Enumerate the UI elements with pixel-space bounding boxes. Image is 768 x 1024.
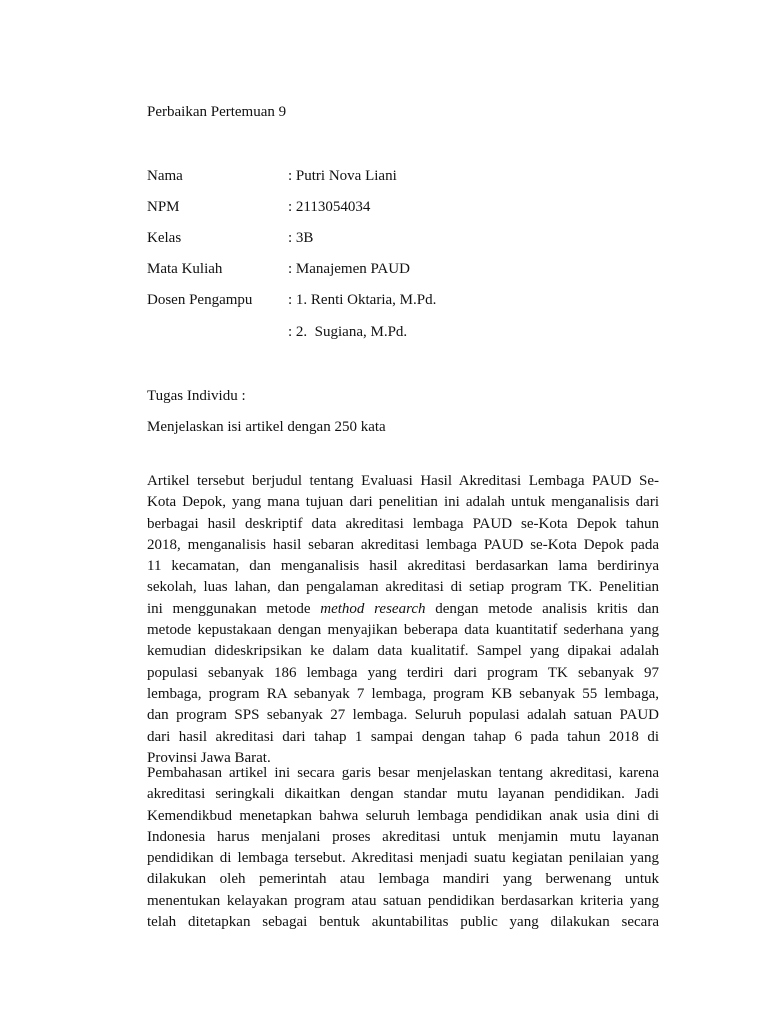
paragraph-line: akreditasi seringkali dikaitkan dengan standar mutu layanan pendidikan. Jadi <box>147 786 659 803</box>
paragraph-line <box>147 599 659 620</box>
paragraph-text: dengan metode analisis kritis dan <box>435 600 660 617</box>
identity-value: : 3B <box>288 230 314 246</box>
paragraph-line: Indonesia harus menjalani proses akreditasi untuk menjamin mutu layanan <box>147 828 659 845</box>
task-instruction: Menjelaskan isi artikel dengan 250 kata <box>147 419 386 435</box>
identity-label: Kelas <box>147 230 182 246</box>
paragraph-1 <box>147 471 659 769</box>
paragraph-line: telah ditetapkan sebagai bentuk akuntabilitas public yang dilakukan secara <box>147 914 659 931</box>
identity-row-dosen-2 <box>147 322 659 342</box>
paragraph-line: pendidikan di lembaga tersebut. Akreditasi menjadi suatu kegiatan penilaian yang <box>147 850 659 867</box>
paragraph-line: berbagai hasil deskriptif data akreditasi lembaga PAUD se-Kota Depok tahun <box>147 515 659 532</box>
italic-term: method research <box>320 600 426 617</box>
identity-row-nama <box>147 166 659 186</box>
identity-value: : Putri Nova Liani <box>288 168 397 184</box>
identity-label: Mata Kuliah <box>147 261 223 277</box>
paragraph-2 <box>147 763 659 933</box>
task-title: Tugas Individu : <box>147 388 246 404</box>
paragraph-line: Kota Depok, yang mana tujuan dari penelitian ini adalah untuk menganalisis dari <box>147 494 659 511</box>
paragraph-line: 2018, menganalisis hasil sebaran akreditasi lembaga PAUD se-Kota Depok pada <box>147 536 659 553</box>
paragraph-line: dilakukan oleh pemerintah atau lembaga mandiri yang berwenang untuk <box>147 871 659 888</box>
paragraph-line: 11 kecamatan, dan menganalisis hasil akreditasi berdasarkan lama berdirinya <box>147 558 659 575</box>
paragraph-line: Pembahasan artikel ini secara garis besar menjelaskan tentang akreditasi, karena <box>147 765 659 781</box>
paragraph-text: ini menggunakan metode <box>147 600 311 617</box>
document-page <box>147 0 659 1024</box>
paragraph-line: populasi sebanyak 186 lembaga yang terdiri dari program TK sebanyak 97 <box>147 664 659 681</box>
paragraph-line: Provinsi Jawa Barat. <box>147 749 271 766</box>
identity-row-mata-kuliah <box>147 259 659 279</box>
paragraph-line: lembaga, program RA sebanyak 7 lembaga, program KB sebanyak 55 lembaga, <box>147 685 659 702</box>
identity-row-kelas <box>147 228 659 248</box>
identity-label: Nama <box>147 168 183 184</box>
identity-row-npm <box>147 197 659 217</box>
identity-value: : 1. Renti Oktaria, M.Pd. <box>288 292 437 308</box>
paragraph-line: dan program SPS sebanyak 27 lembaga. Seluruh populasi adalah satuan PAUD <box>147 707 659 724</box>
identity-row-dosen <box>147 290 659 310</box>
identity-value: : Manajemen PAUD <box>288 261 410 277</box>
paragraph-line: menentukan kelayakan program atau satuan pendidikan berdasarkan kriteria yang <box>147 892 659 909</box>
identity-value: : 2. Sugiana, M.Pd. <box>288 324 408 340</box>
paragraph-line: metode kepustakaan dengan menyajikan beberapa data kuantitatif sederhana yang <box>147 622 659 639</box>
paragraph-line: kemudian dideskripsikan ke dalam data kualitatif. Sampel yang dipakai adalah <box>147 643 659 660</box>
identity-value: : 2113054034 <box>288 199 371 215</box>
paragraph-line: Kemendikbud menetapkan bahwa seluruh lembaga pendidikan anak usia dini di <box>147 807 659 824</box>
paragraph-line: dari hasil akreditasi dari tahap 1 sampai dengan tahap 6 pada tahun 2018 di <box>147 728 659 745</box>
document-title: Perbaikan Pertemuan 9 <box>147 104 287 120</box>
identity-label: NPM <box>147 199 180 215</box>
paragraph-line: Artikel tersebut berjudul tentang Evaluasi Hasil Akreditasi Lembaga PAUD Se- <box>147 473 659 489</box>
identity-label: Dosen Pengampu <box>147 292 253 308</box>
paragraph-line: sekolah, luas lahan, dan pengalaman akreditasi di setiap program TK. Penelitian <box>147 579 659 596</box>
